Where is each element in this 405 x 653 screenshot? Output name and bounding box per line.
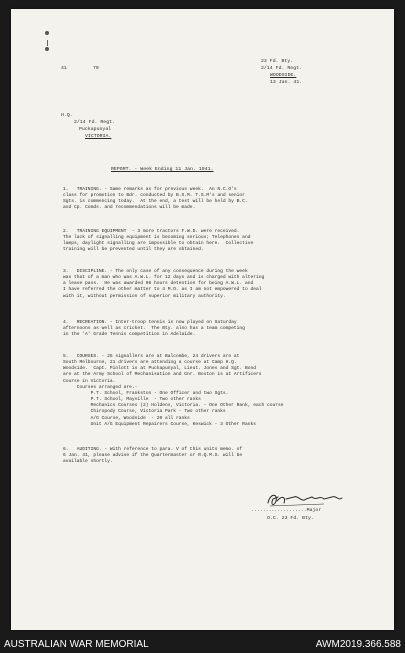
pin-mark — [47, 40, 48, 46]
paragraph-training-equipment: 2. TRAINING EQUIPMENT - 3 more tractors F.W.D. were received. The lack of signalling equipment is becoming serious; Telephones and lamps, daylight signalling are impossible to obtain here. Collective training will be prevented until they are obtained. — [63, 229, 254, 253]
addressee-line: 2/14 Fd. Regt. — [74, 120, 116, 125]
signature-rank: ...................Major — [251, 508, 322, 513]
addressee-line: H.Q. — [61, 113, 73, 118]
report-title: REPORT. - Week Ending 11 Jan. 1941. — [111, 167, 214, 172]
document-date: 13 Jan. 41. — [270, 80, 303, 85]
signature-role: O.C. 23 Fd. Bty. — [267, 516, 314, 521]
document-page — [11, 9, 394, 630]
sender-regiment: 2/14 Fd. Regt. — [261, 66, 303, 71]
paragraph-courses: 5. COURSES. - 25 signallers are at Balcombe, 24 drivers are at South Melbourne, 21 drivers are attending a course at Camp H.Q. Woodside. Capt. Pinlott is at Puckapunyal, Lieut. Jones and Sgt. Bond are at the Army School of Mechanisation and Gnr. Boston is at Artificers Course in Victoria. Courses arranged are.- P.T. School, Frankston - One Officer and two Sgts. P.T. School, Mayville - Two other ranks Mechanics Courses (2) Holdens, Victoria. - One Other Rank, each course Chiropody Course, Victoria Park - Two other ranks A/G Course, Woodside - 20 all ranks Unit A/G Equipment Repairers Course, Keswick - 3 Other Ranks — [63, 354, 284, 427]
reference-number-secondary: 79 — [93, 66, 99, 71]
archive-footer — [0, 638, 405, 653]
addressee-line: VICTORIA. — [85, 134, 112, 139]
punch-hole — [45, 47, 49, 51]
addressee-line: Puckapunyal — [79, 127, 112, 132]
sender-location: WOODSIDE. — [270, 73, 297, 78]
paragraph-recreation: 4. RECREATION. - Inter-troop tennis is now played on Saturday afternoons as well as cricket. The Bty. also has a team competing in the 'A' Grade Tennis competition in Adelaide. — [63, 320, 245, 338]
punch-hole — [45, 31, 49, 35]
reference-number: 41 — [61, 66, 67, 71]
archive-reference: AWM2019.366.588 — [315, 639, 401, 650]
sender-unit: 23 Fd. Bty. — [261, 59, 294, 64]
paragraph-auditing: 6. AUDITING. - With reference to para. V of this units memo. of 6 Jan. 41, please advise if the Quartermaster or R.Q.M.S. will be available shortly. — [63, 447, 243, 465]
paragraph-discipline: 3. DISCIPLINE. - The only case of any consequence during the week was that of a man who was A.W.L. for 12 days and is charged with altering a leave pass. He was awarded 96 hours detention for being A.W.L. and I have referred the other matter to 4 M.D. as I am not empowered to deal with it, without permission of superior military authority. — [63, 269, 265, 299]
paragraph-training: 1. TRAINING. - Same remarks as for previous week. An N.C.O's class for promotion to Bdr. conducted by B.S.M. T.S.M's and senior Sgts. is commencing today. At the end, a test will be held by B.C. and Cp. Comds. and recommendations will be made. — [63, 187, 248, 211]
archive-name: AUSTRALIAN WAR MEMORIAL — [4, 639, 149, 650]
